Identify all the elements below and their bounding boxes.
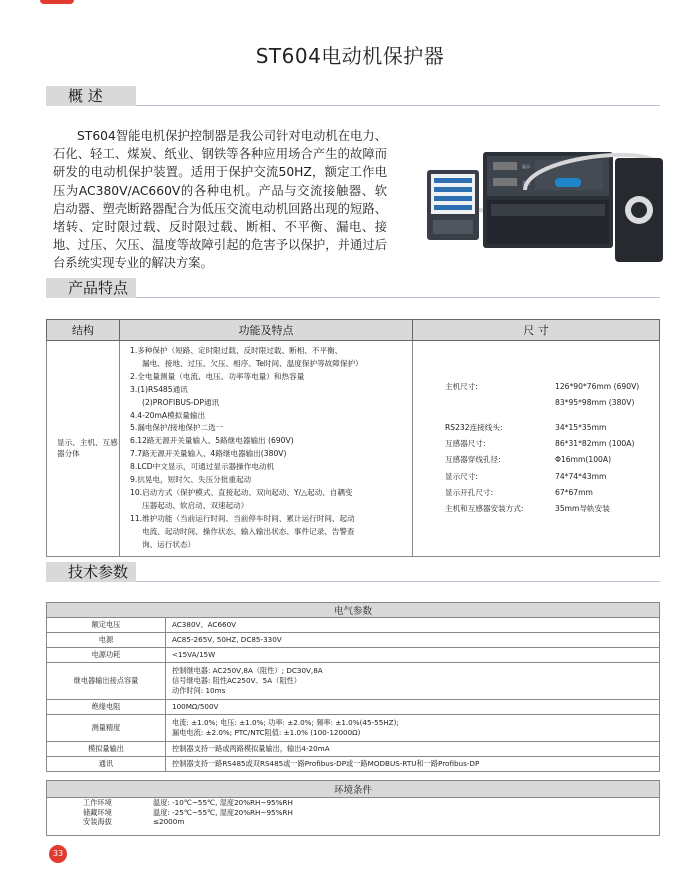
feature-item: 3.(1)RS485通讯: [130, 384, 188, 394]
feature-item: 压器起动、软启动、双速起动）: [142, 500, 249, 510]
param-row: [47, 715, 660, 742]
size-label: 互感器尺寸:: [445, 438, 486, 448]
env-key: 安装海拔: [83, 817, 112, 826]
param-value-line: 100MΩ/500V: [172, 702, 219, 711]
feature-item: 9.抗晃电，短时欠、失压分批重起动: [130, 475, 252, 485]
size-row: [445, 501, 653, 517]
size-row: [445, 469, 653, 485]
param-key: 电源功耗: [47, 648, 166, 663]
size-row: [445, 395, 653, 411]
param-value: [166, 742, 660, 757]
page-number: 33: [49, 845, 67, 863]
size-value: 83*95*98mm (380V): [555, 398, 635, 408]
param-value-line: 控制继电器: AC250V,8A（阻性）; DC30V,8A: [172, 666, 323, 675]
param-key: 额定电压: [47, 618, 166, 633]
page-title: ST604电动机保护器: [255, 44, 445, 68]
feature-list: [130, 345, 406, 552]
overview-body: 是我公司针对电动机在电力、石化、轻工、煤炭、纸业、钢铁等各种应用场合产生的故障而研发的电动机保护装置。适用于保护交流50HZ，额定工作电压为AC380V/AC660V的各种电机。产品与交流接触器、软启动器、塑壳断路器配合为低压交流电动机回路出现的短路、堵转、定时限过载、反时限过载、断相、不平衡、漏电、接地、过压、欠压、温度等故障引起的危害予以保护，并通过后台系统实现专业的解决方案。: [53, 129, 387, 271]
col-size: 尺 寸: [413, 320, 660, 341]
param-value: [166, 757, 660, 772]
env-row: [83, 817, 659, 827]
param-row: [47, 742, 660, 757]
device-image: [425, 140, 665, 265]
feature-item: 10.启动方式（保护模式、直接起动、双向起动、Y/△起动、自耦变: [130, 487, 353, 497]
features-table: [46, 319, 660, 557]
section-tab-features: [46, 278, 136, 298]
col-structure: 结构: [47, 320, 120, 341]
feature-item: 7.7路无源开关量输入、4路继电器输出(380V): [130, 449, 287, 459]
param-row: [47, 663, 660, 700]
param-value: [166, 633, 660, 648]
param-value-line: 动作时间: 10ms: [172, 686, 226, 695]
size-label: 主机和互感器安装方式:: [445, 504, 524, 514]
env-list: [47, 794, 659, 827]
param-row: [47, 648, 660, 663]
section-rule-overview: [136, 105, 660, 106]
section-rule-features: [136, 297, 660, 298]
feature-item: 2.全电量测量（电流、电压、功率等电量）和热容量: [130, 371, 305, 381]
feature-item: (2)PROFIBUS-DP通讯: [142, 397, 220, 407]
size-value: 126*90*76mm (690V): [555, 382, 640, 392]
section-heading-overview: 概 述: [68, 87, 103, 105]
section-tab-overview: [46, 86, 136, 106]
size-value: 67*67mm: [555, 487, 593, 497]
top-accent-bar: [40, 0, 74, 4]
function-cell: [120, 341, 413, 557]
param-key: 电源: [47, 633, 166, 648]
env-key: 储藏环境: [83, 807, 112, 817]
param-value: [166, 715, 660, 742]
param-value-line: AC380V、AC660V: [172, 620, 237, 629]
size-row: [445, 420, 653, 436]
section-heading-tech: 技术参数: [68, 563, 129, 581]
env-value: 温度: -10℃~55℃, 湿度20%RH~95%RH: [153, 798, 293, 807]
param-row: [47, 633, 660, 648]
param-key: 绝缘电阻: [47, 700, 166, 715]
param-row: [47, 700, 660, 715]
feature-item: 漏电、接地、过压、欠压、相序、Te时间、温度保护等故障保护）: [142, 358, 363, 368]
env-key: 工作环境: [83, 798, 112, 807]
param-value: [166, 700, 660, 715]
param-row: [47, 618, 660, 633]
device-label-display: 显示: [522, 164, 530, 169]
col-function: 功能及特点: [120, 320, 413, 341]
overview-text: [53, 127, 387, 273]
section-tab-tech: [46, 562, 136, 582]
size-row: [445, 436, 653, 452]
param-value-line: 电流: ±1.0%; 电压: ±1.0%; 功率: ±2.0%; 频率: ±1.0%(45-55HZ);: [172, 718, 399, 727]
param-key: 模拟量输出: [47, 742, 166, 757]
size-label: 互感器穿线孔径:: [445, 455, 501, 465]
structure-cell: 显示、主机、互感器分体: [47, 341, 120, 557]
size-cell: [413, 341, 660, 557]
feature-item: 询、运行状态）: [142, 539, 196, 549]
param-value-line: AC85-265V, 50HZ, DC85-330V: [172, 635, 282, 644]
size-label: 显示开孔尺寸:: [445, 487, 494, 497]
env-header: 环境条件: [47, 781, 660, 798]
param-value-line: 控制器支持一路RS485或双RS485或一路Profibus-DP或一路MODBUS-RTU和一路Profibus-DP: [172, 759, 480, 768]
size-value: 35mm导轨安装: [555, 504, 610, 514]
size-value: 86*31*82mm (100A): [555, 438, 635, 448]
param-key: 继电器输出接点容量: [47, 663, 166, 700]
feature-item: 电流、起动时间、操作状态、输入输出状态、事件记录、告警查: [142, 526, 355, 536]
param-row: [47, 757, 660, 772]
size-label: 显示尺寸:: [445, 471, 478, 481]
overview-lead: ST604智能电机保护控制器: [77, 129, 227, 143]
feature-item: 4.4-20mA模拟量输出: [130, 410, 206, 420]
feature-item: 11.维护功能（当前运行时间、当前停车时间、累计运行时间、起动: [130, 513, 355, 523]
param-value-line: 信号继电器: 阻性AC250V、5A（阻性）: [172, 676, 301, 685]
param-value: [166, 663, 660, 700]
feature-item: 6.12路无源开关量输入、5路继电器输出 (690V): [130, 436, 294, 446]
param-value-line: <15VA/15W: [172, 650, 216, 659]
env-row: [83, 808, 659, 818]
size-list: [445, 379, 653, 517]
param-key: 测量精度: [47, 715, 166, 742]
size-label: RS232连接线头:: [445, 422, 503, 432]
electrical-params-table: [46, 602, 660, 772]
env-conditions: [46, 794, 660, 836]
param-value: [166, 618, 660, 633]
param-value-line: 控制器支持一路或两路模拟量输出，输出4-20mA: [172, 744, 330, 753]
size-label: 主机尺寸:: [445, 382, 478, 392]
env-value: 温度: -25℃~55℃, 湿度20%RH~95%RH: [153, 807, 293, 817]
param-value-line: 漏电电流: ±2.0%; PTC/NTC阻值: ±1.0% (100-12000Ω): [172, 728, 361, 737]
feature-item: 1.多种保护（短路、定时限过载、反时限过载、断相、不平衡、: [130, 346, 343, 355]
feature-item: 5.漏电保护/接地保护二选一: [130, 423, 224, 433]
size-value: Φ16mm(100A): [555, 455, 612, 465]
feature-item: 8.LCD中文显示，可通过显示器操作电动机: [130, 462, 275, 472]
size-row: [445, 379, 653, 395]
env-row: [83, 798, 659, 808]
section-heading-features: 产品特点: [68, 279, 129, 297]
size-value: 74*74*43mm: [555, 471, 607, 481]
param-key: 通讯: [47, 757, 166, 772]
size-row: [445, 452, 653, 468]
size-row: [445, 485, 653, 501]
size-value: 34*15*35mm: [555, 422, 607, 432]
param-value: [166, 648, 660, 663]
env-value: ≤2000m: [153, 817, 185, 826]
section-rule-tech: [136, 581, 660, 582]
device-label-host: 主机: [522, 180, 530, 185]
electrical-params-header: 电气参数: [47, 603, 660, 618]
